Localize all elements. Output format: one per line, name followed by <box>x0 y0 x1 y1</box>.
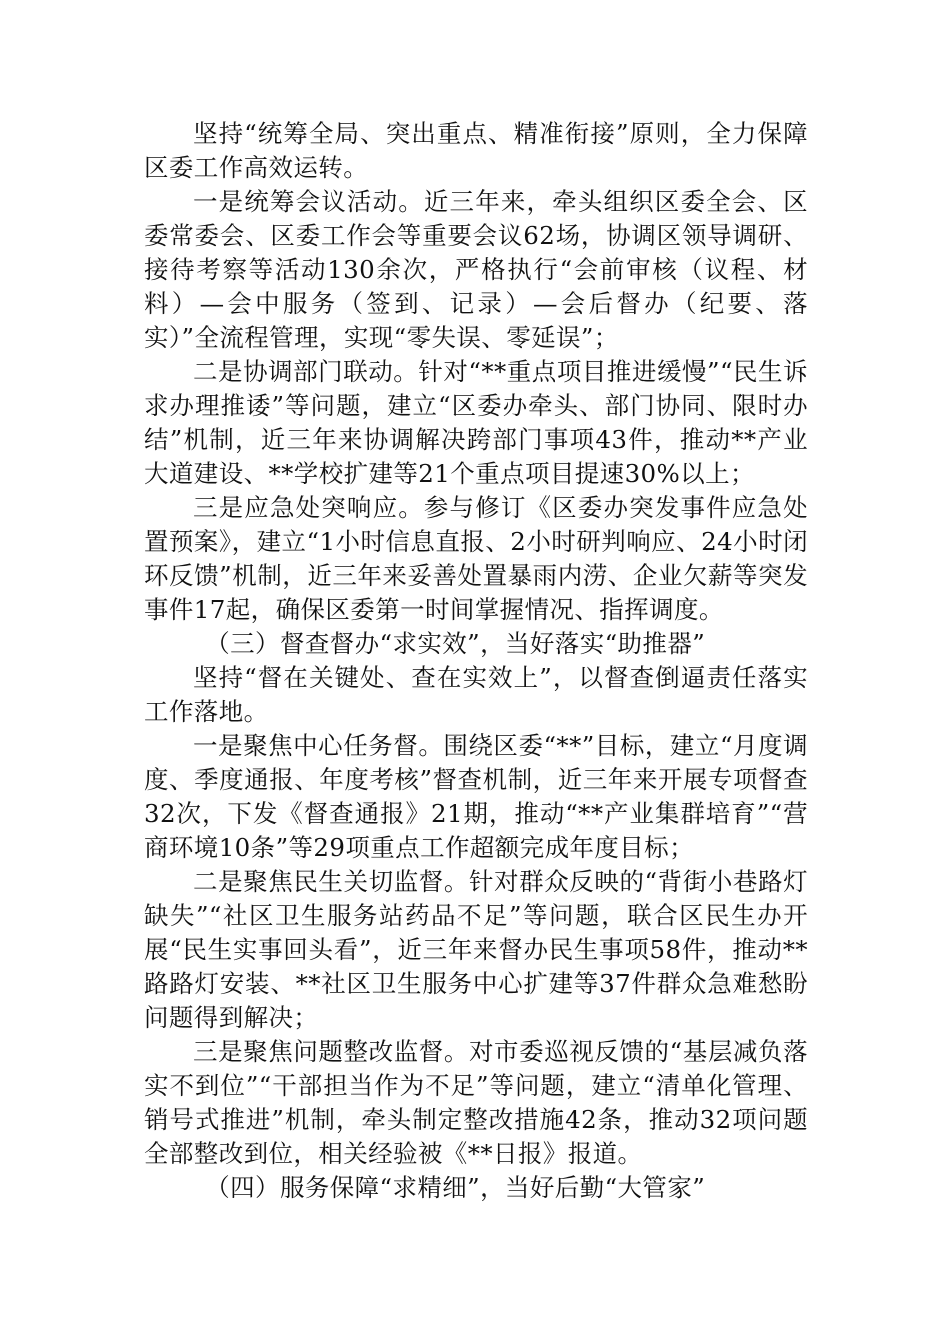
paragraph-principle-supervision: 坚持“督在关键处、查在实效上”，以督查倒逼责任落实工作落地。 <box>144 663 808 726</box>
section-heading-service-guarantee: （四）服务保障“求精细”，当好后勤“大管家” <box>205 1173 706 1202</box>
paragraph-central-task-supervision: 一是聚焦中心任务督。围绕区委“**”目标，建立“月度调度、季度通报、年度考核”督查机制，近三年来开展专项督查32次，下发《督查通报》21期，推动“**产业集群培育”“营商环境10条”等29项重点工作超额完成年度目标； <box>144 731 808 862</box>
paragraph-rectification-supervision: 三是聚焦问题整改监督。对市委巡视反馈的“基层减负落实不到位”“干部担当作为不足”等问题，建立“清单化管理、销号式推进”机制，牵头制定整改措施42条，推动32项问题全部整改到位，相关经验被《**日报》报道。 <box>144 1037 808 1168</box>
section-heading-supervision: （三）督查督办“求实效”，当好落实“助推器” <box>205 629 706 658</box>
paragraph-emergency-response: 三是应急处突响应。参与修订《区委办突发事件应急处置预案》，建立“1小时信息直报、2小时研判响应、24小时闭环反馈”机制，近三年来妥善处置暴雨内涝、企业欠薪等突发事件17起，确保区委第一时间掌握情况、指挥调度。 <box>144 493 808 624</box>
paragraph-livelihood-supervision: 二是聚焦民生关切监督。针对群众反映的“背街小巷路灯缺失”“社区卫生服务站药品不足”等问题，联合区民生办开展“民生实事回头看”，近三年来督办民生事项58件，推动**路路灯安装、**社区卫生服务中心扩建等37件群众急难愁盼问题得到解决； <box>144 867 808 1032</box>
paragraph-principle-coordination: 坚持“统筹全局、突出重点、精准衔接”原则，全力保障区委工作高效运转。 <box>144 119 808 182</box>
paragraph-department-linkage: 二是协调部门联动。针对“**重点项目推进缓慢”“民生诉求办理推诿”等问题，建立“区委办牵头、部门协同、限时办结”机制，近三年来协调解决跨部门事项43件，推动**产业大道建设、**学校扩建等21个重点项目提速30%以上； <box>144 357 808 488</box>
paragraph-meeting-coordination: 一是统筹会议活动。近三年来，牵头组织区委全会、区委常委会、区委工作会等重要会议62场，协调区领导调研、接待考察等活动130余次，严格执行“会前审核（议程、材料）—会中服务（签到、记录）—会后督办（纪要、落实）”全流程管理，实现“零失误、零延误”； <box>144 187 808 352</box>
document-body <box>144 117 808 1205</box>
